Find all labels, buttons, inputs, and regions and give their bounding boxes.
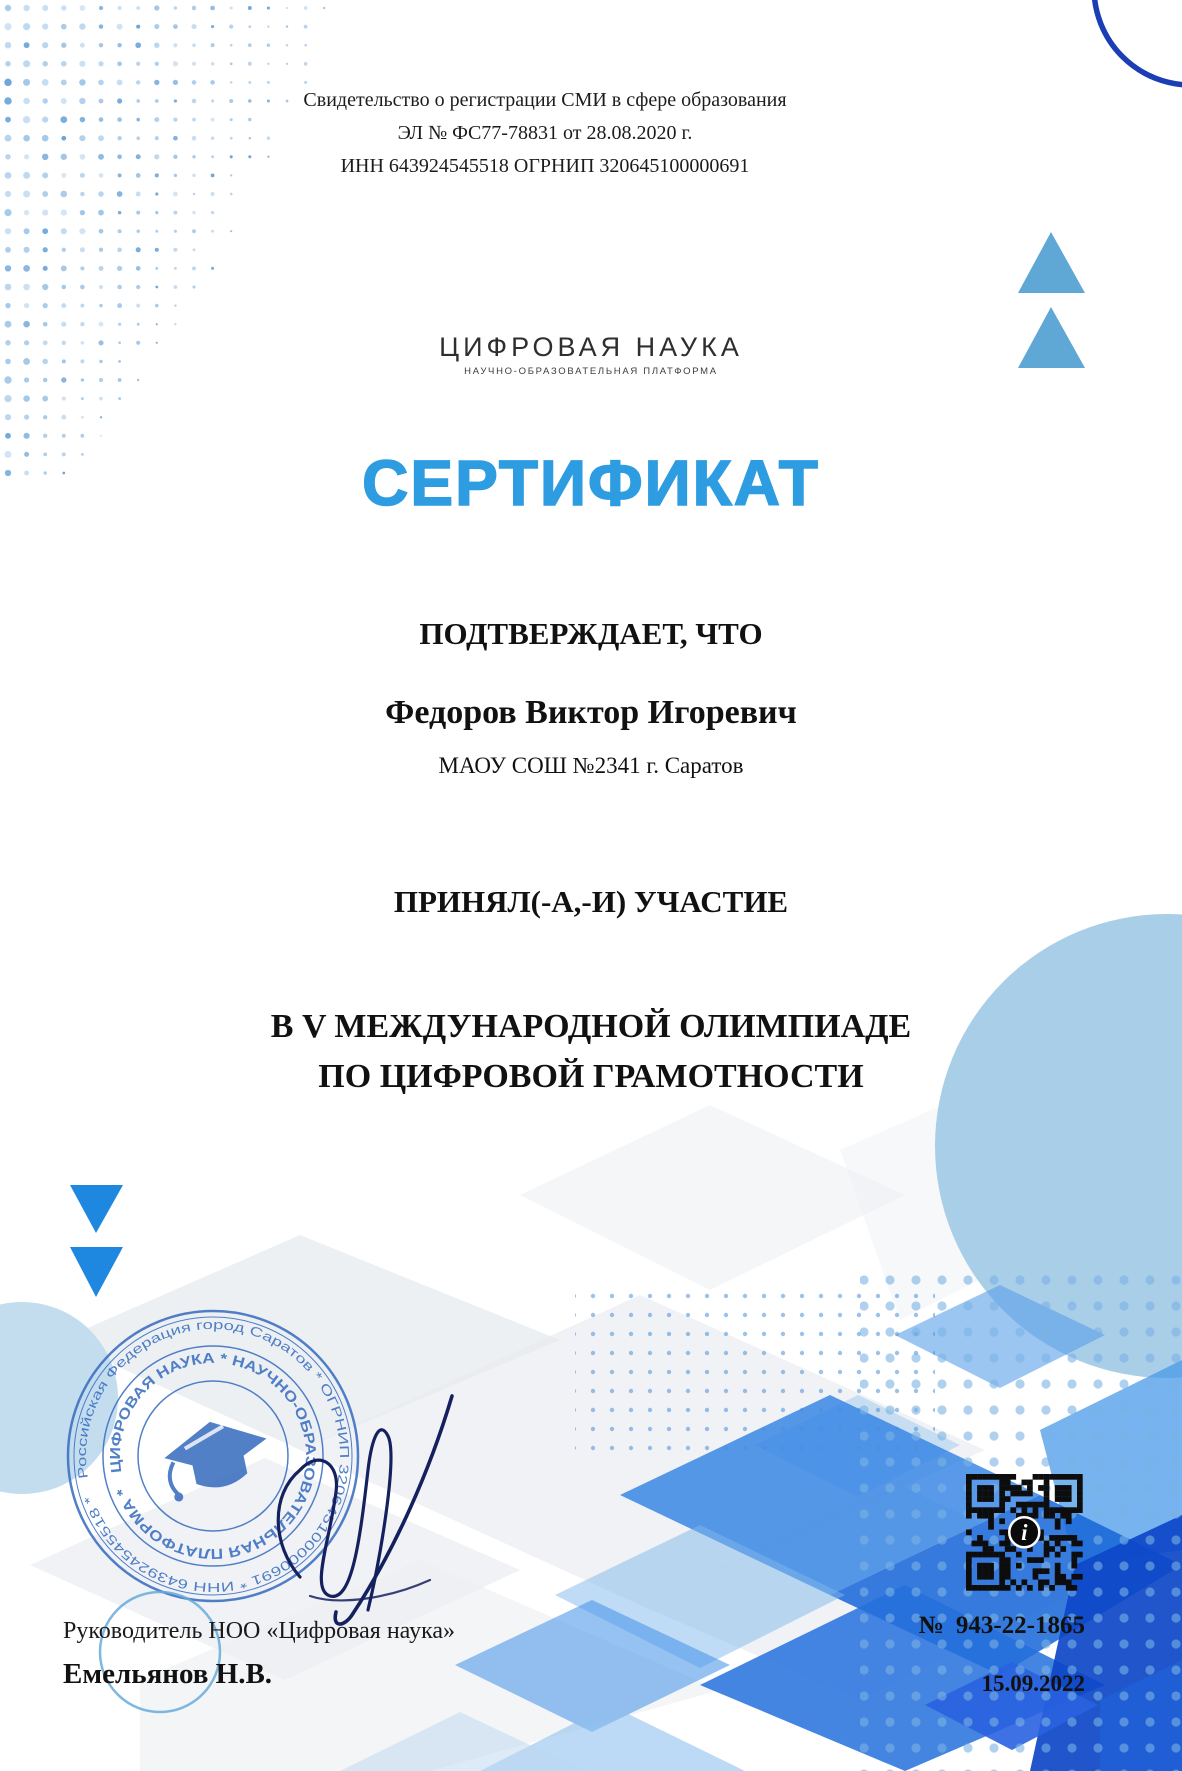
event-title-line2: ПО ЦИФРОВОЙ ГРАМОТНОСТИ xyxy=(318,1058,864,1095)
logo-title: ЦИФРОВАЯ НАУКА xyxy=(439,332,743,362)
certificate-number xyxy=(919,1612,1085,1640)
issue-date: 15.09.2022 xyxy=(981,1671,1085,1696)
certificate-title: СЕРТИФИКАТ xyxy=(362,447,820,519)
decor-halftone-dots xyxy=(4,5,325,476)
decor-corner-arc xyxy=(1094,0,1182,85)
stamp-inner-ring-text: ЦИФРОВАЯ НАУКА * НАУЧНО-ОБРАЗОВАТЕЛЬНАЯ ПЛАТФОРМА * xyxy=(107,1350,319,1562)
decor-down-triangles xyxy=(70,1185,123,1297)
platform-logo xyxy=(0,332,1182,377)
participation-label: ПРИНЯЛ(-А,-И) УЧАСТИЕ xyxy=(393,884,789,919)
registration-line: ЭЛ № ФС77-78831 от 28.08.2020 г. xyxy=(397,122,693,144)
confirms-label: ПОДТВЕРЖДАЕТ, ЧТО xyxy=(419,616,763,651)
certificate-number-value: 943-22-1865 xyxy=(955,1612,1085,1639)
svg-text:i: i xyxy=(1021,1519,1028,1545)
signatory-title: Руководитель НОО «Цифровая наука» xyxy=(63,1618,456,1644)
registration-line: Свидетельство о регистрации СМИ в сфере образования xyxy=(303,89,787,111)
certificate-number-label: № xyxy=(918,1612,944,1639)
recipient-school: МАОУ СОШ №2341 г. Саратов xyxy=(438,753,744,778)
signatory-name: Емельянов Н.В. xyxy=(63,1658,273,1690)
event-title-line1: В V МЕЖДУНАРОДНОЙ ОЛИМПИАДЕ xyxy=(270,1008,912,1045)
stamp-outer-ring-text: Российская Федерация город Саратов * ОГРНИП 320645100000691 * ИНН 643924545518 * xyxy=(73,1316,353,1596)
logo-tagline: НАУЧНО-ОБРАЗОВАТЕЛЬНАЯ ПЛАТФОРМА xyxy=(464,366,718,377)
registration-block xyxy=(0,84,1090,183)
registration-line: ИНН 643924545518 ОГРНИП 320645100000691 xyxy=(340,155,750,177)
recipient-name: Федоров Виктор Игоревич xyxy=(385,694,797,731)
info-icon xyxy=(1009,1517,1039,1547)
